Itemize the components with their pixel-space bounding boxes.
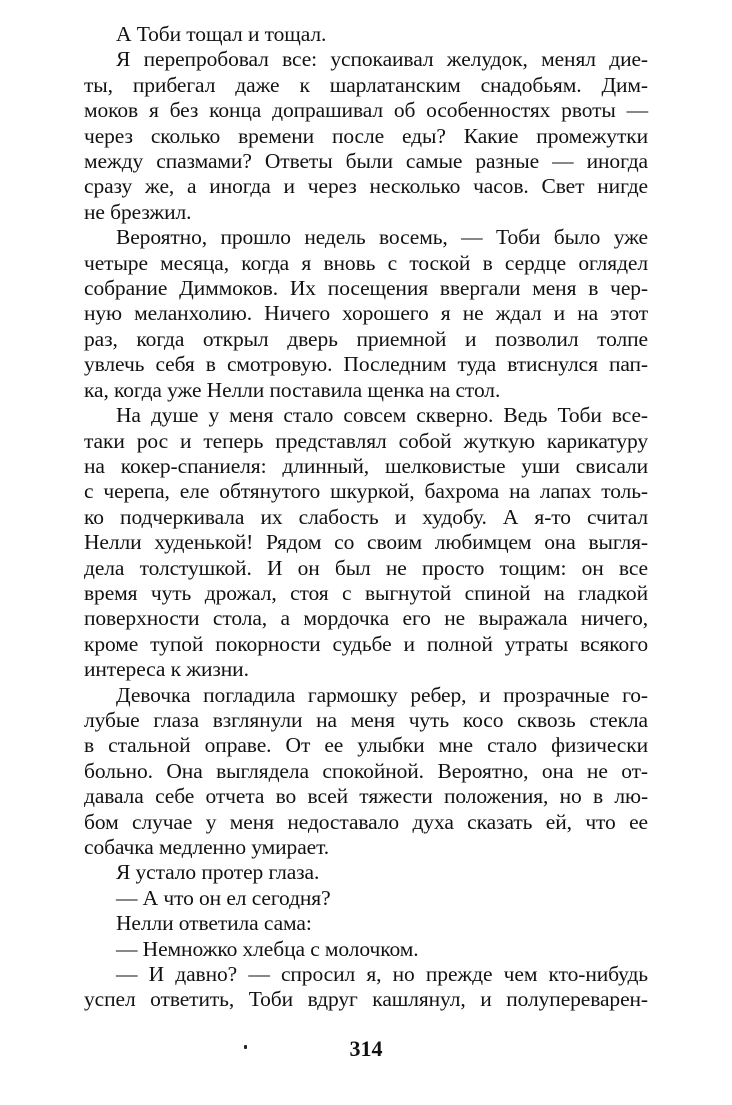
text-line: между спазмами? Ответы были самые разные — иногда bbox=[84, 149, 648, 174]
paragraph bbox=[84, 937, 648, 962]
paragraph bbox=[84, 47, 648, 225]
text-line: ты, прибегал даже к шарлатанским снадобьям. Дим- bbox=[84, 72, 648, 97]
text-line: дела толстушкой. И он был не просто тощим: он все bbox=[84, 555, 648, 580]
paragraph bbox=[84, 886, 648, 911]
text-line: время чуть дрожал, стоя с выгнутой спиной на гладкой bbox=[84, 580, 648, 605]
text-line: четыре месяца, когда я вновь с тоской в сердце оглядел bbox=[84, 250, 648, 275]
text-line: Нелли худенькой! Рядом со своим любимцем она выгля- bbox=[84, 530, 648, 555]
text-line: — И давно? — спросил я, но прежде чем кто-нибудь bbox=[116, 962, 648, 987]
paragraph bbox=[84, 962, 648, 1013]
text-line: — А что он ел сегодня? bbox=[116, 885, 331, 910]
text-line: Вероятно, прошло недель восемь, — Тоби было уже bbox=[116, 225, 648, 250]
text-line: раз, когда открыл дверь приемной и позволил толпе bbox=[84, 326, 648, 351]
paragraph bbox=[84, 22, 648, 47]
text-line: ко подчеркивала их слабость и худобу. А я-то считал bbox=[84, 504, 648, 529]
text-line: поверхности стола, а мордочка его не выражала ничего, bbox=[84, 606, 648, 631]
text-line: Я устало протер глаза. bbox=[116, 860, 320, 885]
text-line: давала себе отчета во всей тяжести положения, но в лю- bbox=[84, 784, 648, 809]
text-line: успел ответить, Тоби вдруг кашлянул, и полупереварен- bbox=[84, 987, 648, 1012]
text-line: увлечь себя в смотровую. Последним туда втиснулся пап- bbox=[84, 352, 648, 377]
text-line: На душе у меня стало совсем скверно. Ведь Тоби все- bbox=[116, 403, 648, 428]
text-line: на кокер-спаниеля: длинный, шелковистые уши свисали bbox=[84, 453, 648, 478]
text-line: собачка медленно умирает. bbox=[84, 835, 330, 859]
text-line: сразу же, а иногда и через несколько часов. Свет нигде bbox=[84, 174, 648, 199]
text-line: с черепа, еле обтянутого шкуркой, бахрома на лапах толь- bbox=[84, 479, 648, 504]
text-line: не брезжил. bbox=[84, 199, 192, 224]
page-number: 314 bbox=[349, 1036, 383, 1061]
paragraph bbox=[84, 683, 648, 861]
text-line: собрание Диммоков. Их посещения ввергали меня в чер- bbox=[84, 276, 648, 301]
text-line: моков я без конца допрашивал об особенностях рвоты — bbox=[84, 98, 648, 123]
text-line: ка, когда уже Нелли поставила щенка на стол. bbox=[84, 377, 501, 402]
page-text bbox=[84, 22, 648, 1013]
text-line: Я перепробовал все: успокаивал желудок, менял дие- bbox=[116, 47, 648, 72]
text-line: лубые глаза взглянули на меня чуть косо сквозь стекла bbox=[84, 707, 648, 732]
text-line: через сколько времени после еды? Какие промежутки bbox=[84, 123, 648, 148]
text-line: Девочка погладила гармошку ребер, и прозрачные го- bbox=[116, 682, 648, 707]
text-line: ную меланхолию. Ничего хорошего я не ждал и на этот bbox=[84, 301, 648, 326]
text-line: таки рос и теперь представлял собой жуткую карикатуру bbox=[84, 428, 648, 453]
text-line: в стальной оправе. От ее улыбки мне стало физически bbox=[84, 733, 648, 758]
text-line: бом случае у меня недоставало духа сказать ей, что ее bbox=[84, 809, 648, 834]
text-line: — Немножко хлебца с молочком. bbox=[116, 936, 419, 961]
paragraph bbox=[84, 860, 648, 885]
paragraph bbox=[84, 403, 648, 682]
paragraph bbox=[84, 225, 648, 403]
text-line: А Тоби тощал и тощал. bbox=[116, 22, 327, 46]
text-line: Нелли ответила сама: bbox=[116, 911, 312, 936]
text-line: больно. Она выглядела спокойной. Вероятно, она не от- bbox=[84, 758, 648, 783]
paragraph bbox=[84, 911, 648, 936]
text-line: интереса к жизни. bbox=[84, 657, 249, 682]
text-line: кроме тупой покорности судьбе и полной утраты всякого bbox=[84, 631, 648, 656]
